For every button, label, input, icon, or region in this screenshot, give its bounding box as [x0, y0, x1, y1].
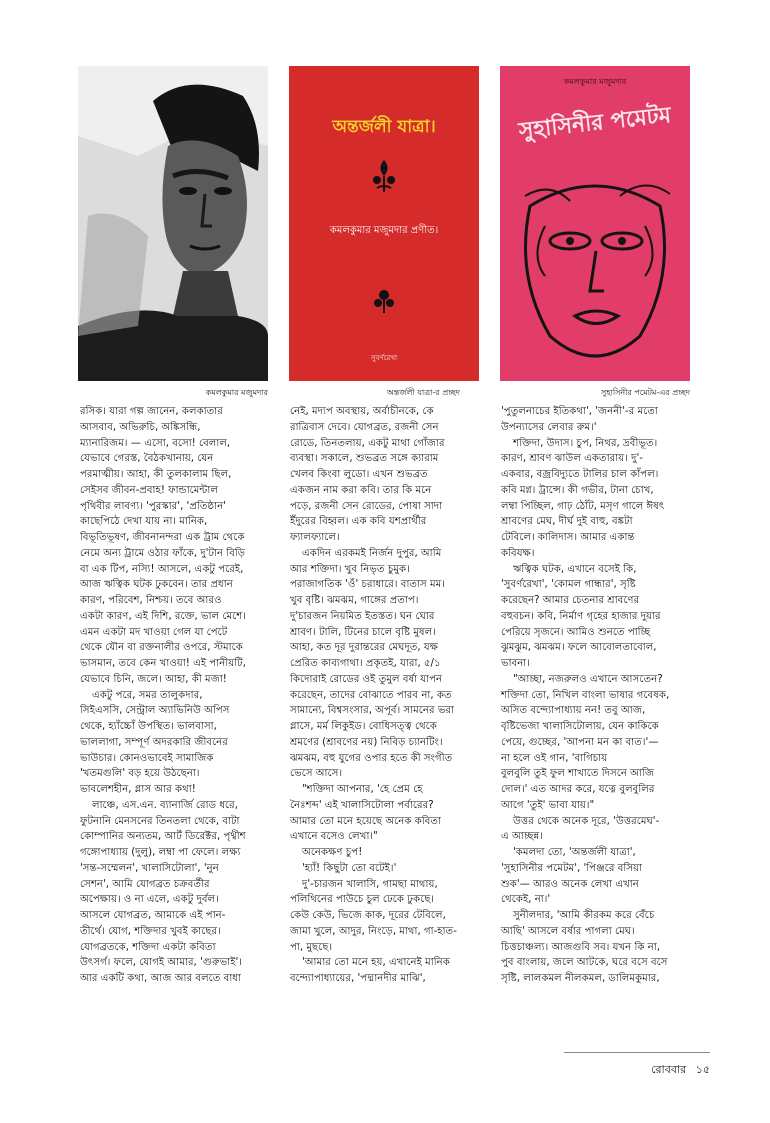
text-line: কেউ কেউ, ভিজে কাক, দূরের টেবিলে, [290, 910, 446, 921]
text-line: 'হ্যাঁ! কিছুটা তো বটেই।' [302, 862, 397, 874]
cover-title: সুহাসিনীর পমেটম [517, 103, 673, 144]
text-line: 'কমলদা তো, 'অন্তর্জলী যাত্রা', [513, 847, 636, 858]
cover-title: অন্তর্জলী যাত্রা। [332, 117, 436, 137]
text-line: দু'চারজন নিয়মিত ইতস্তত। ঘন ঘোর [290, 610, 435, 622]
text-line: আসলে যোগব্রত, আমাকে এই পান- [80, 910, 226, 921]
text-line: 'আমার তো মনে হয়, এখানেই মানিক [302, 957, 450, 969]
text-line: কারণ, পরিবেশ, নিশ্চয়। তবে আরও [80, 595, 222, 606]
text-line: শক্তিদা তো, নিখিল বাংলা ভাষার গবেষক, [501, 689, 670, 701]
footer-rule [564, 1052, 710, 1053]
cover-publisher: সুবর্ণরেখা [370, 354, 398, 362]
text-line: বুলবুলি তুই ফুল শাখাতে দিসনে আজি [501, 768, 655, 780]
figure-caption-suhasini: সুহাসিনীর পমেটম-এর প্রচ্ছদ [601, 388, 690, 397]
portrait-photo [78, 66, 268, 381]
text-line: লম্বা পিচ্ছিল, গাঢ় ঠোঁট, মসৃণ গালে ঈষৎ [501, 500, 665, 512]
text-line: গঙ্গোপাধ্যায় (দুলু), লম্বা পা ফেলে। লক্ষ্য [80, 847, 241, 858]
text-line: খুব বৃষ্টি। ঝমঝম, গাঙ্গের প্রতাপ। [290, 595, 419, 606]
text-line: অপেক্ষায়। ও না এলে, একটু দুর্বল। [80, 894, 219, 906]
text-line: সুনীলদার, 'আমি কীরকম করে বেঁচে [513, 910, 655, 921]
text-line: ভেসে আসে। [290, 768, 343, 780]
text-line: শুক'— আরও অনেক লেখা এখান [501, 878, 639, 890]
text-line: পলিথিনের পাউচে চুল ঢেকে ঢুকছে। [290, 894, 435, 906]
text-line: আমার তো মনে হয়েছে অনেক কবিতা [290, 815, 442, 827]
text-line: রাত্রিবাস দেবে। যোগব্রত, রজনী সেন [290, 421, 439, 433]
text-line: থেকে যৌন বা রক্তনালীর ওপরে, স্টমাকে [80, 642, 243, 654]
text-line: তীর্থে। যোগ, শক্তিদার খুবই কাছের। [80, 925, 221, 937]
text-line: শক্তিদা, উদাস। চুপ, নিথর, দ্রবীভূত। [513, 437, 658, 449]
text-line: পড়ে, রজনী সেন রোডের, পোষা সাদা [290, 500, 443, 512]
text-line: বৃষ্টিভেজা খালাসিটোলায়, যেন কাকিকে [501, 721, 659, 732]
figure-caption-portrait: কমলকুমার মজুমদার [205, 388, 268, 397]
text-line: ম্যানারিজম। — এসো, বসো! বেলাল, [80, 437, 231, 449]
text-line: পা, মুছছে। [290, 941, 333, 953]
text-line: ভাবলেশহীন, গ্লাস আর কথা! [80, 784, 196, 795]
text-line: কবিযক্ষ। [501, 547, 535, 559]
flower-ornament-icon [373, 288, 395, 314]
text-line: শ্রাবণ। টালি, টিনের চালে বৃষ্টি মুষল। [290, 626, 436, 638]
text-line: ফ্যালফ্যালে। [290, 532, 340, 543]
text-line: "আচ্ছা, নজরুলও এখানে আসতেন? [513, 673, 663, 685]
text-line: অসিত বন্দ্যোপাধ্যায় নন! তবু আজ, [501, 705, 646, 717]
text-line: একটু পরে, সমর তালুকদার, [92, 689, 203, 701]
text-line: উত্তর থেকে অনেক দূরে, 'উত্তরমেঘ'- [513, 815, 660, 827]
text-line: একজন নাম করা কবি। তার কি মনে [290, 484, 432, 496]
text-line: খেলব কিংবা লুডো। এখন শুভব্রত [290, 469, 428, 480]
text-line: বা এক টিপ, নস্যি! আসলে, একটু পরেই, [80, 563, 244, 575]
text-line: প্রেরিত কাব্যগাথা। প্রকৃতই, যারা, ৫/১ [290, 658, 441, 669]
text-line: 'পুতুলনাচের ইতিকথা', 'জননী'-র মতো [501, 406, 658, 417]
text-line: একদিন এরকমই নির্জন দুপুর, আমি [302, 547, 442, 559]
text-line: পৃথিবীর লাবণ্য। 'পুরস্কার', 'প্রতিষ্ঠান' [80, 500, 226, 512]
face-sketch-illustration [510, 166, 680, 371]
text-column-2 [290, 404, 495, 987]
text-line: দু'-চারজন খালাসি, গামছা মাথায়, [302, 878, 438, 890]
text-line: চিত্তচাঞ্চল্য। আজগুবি সব। যখন কি না, [501, 941, 661, 953]
text-line: গ্লাসে, মর্ম লিকুইড। বোধিসত্ত্ব থেকে [290, 721, 437, 732]
text-column-1 [80, 404, 285, 987]
figure-caption-antarjali: অন্তর্জলী যাত্রা-র প্রচ্ছদ [386, 388, 460, 397]
cover-author: কমলকুমার মজুমদার প্রণীত। [329, 225, 439, 236]
text-line: 'খতমগুলি' বড় হয়ে উঠছেনা। [80, 768, 200, 780]
text-line: অনেকক্ষণ চুপ! [302, 847, 363, 858]
text-line: ঝমঝম, বহু যুগের ওপার হতে কী সংগীত [290, 752, 453, 764]
text-line: লাঞ্চে, এস.এন. ব্যানার্জি রোড ধরে, [92, 799, 238, 811]
text-line: করেছেন, তাদের বোঝাতে পারব না, কত [290, 689, 452, 701]
text-line: পরাজাগতিক 'ওঁ' চরাধারে। বাতাস মম। [290, 579, 445, 591]
page-folio [651, 1061, 710, 1080]
book-cover-antarjali [289, 66, 479, 381]
text-line: কাছেপিঠে দেখা যায় না। মানিক, [80, 516, 208, 528]
text-line: ফুটনানি মেনসনের তিনতলা থেকে, বাটা [80, 815, 240, 827]
text-line: বহুবচন। কবি, নির্মাণ গৃহের হাজার দুয়ার [501, 610, 661, 622]
text-line: উপন্যাসের লেবার রুম।' [501, 421, 597, 433]
text-line: উৎসর্গ। ফলে, যোগই আমার, 'গুরুভাই'। [80, 957, 242, 969]
text-line: বিভূতিভূষণ, জীবনানন্দরা এক ট্রাম থেকে [80, 532, 245, 543]
text-line: নৈঃশব্দ' এই খালাসিটোলা পর্বারের? [290, 799, 434, 811]
text-line: ঋত্বিক ঘটক, এখানে বসেই কি, [513, 563, 637, 575]
text-line: "শক্তিদা আপনার, 'হে প্রেম হে [302, 784, 423, 795]
text-line: জামা খুলে, আদুর, নিংড়ে, মাথা, গা-হাত- [290, 925, 457, 937]
text-line: না হলে ওই গান, 'বাগিচায় [501, 752, 608, 764]
text-line: ঝুমঝুম, ঝমঝম। ফলে আবোলতাবোল, [501, 642, 657, 654]
text-line: বন্দ্যোপাধ্যায়ের, 'পদ্মানদীর মাঝি', [290, 973, 426, 984]
text-line: থেকেই, না।' [501, 894, 551, 906]
text-line: নেই, মদ্যপ অবস্থায়, অর্বাচীনকে, কে [290, 406, 434, 417]
text-line: এ আচ্ছন্ন। [501, 831, 543, 843]
text-line: আর শক্তিদা। খুব নিভৃত চুমুক। [290, 563, 410, 575]
text-line: কারণ, শ্রাবণ ঝাউল একতারায়। দু'- [501, 453, 643, 465]
text-line: একবার, বজ্রবিদ্যুতে টালির চাল কাঁপল। [501, 469, 659, 480]
text-line: রোডে, তিনতলায়, একটু মাথা গোঁজার [290, 437, 445, 449]
text-line: কোম্পানির অন্যতম, আর্ট ডিরেক্টর, পৃথ্বীশ [80, 831, 246, 843]
text-line: ভাললাগা, সম্পূর্ণ অদরকারি জীবনের [80, 736, 228, 748]
text-column-3 [501, 404, 706, 987]
text-line: সিইএসসি, সেন্ট্রাল অ্যাভিনিউ অপিস [80, 705, 230, 717]
text-line: করেছেন? আমার চেতনার শ্রাবণের [501, 595, 640, 606]
text-line: আর একটি কথা, আজ আর বলতে বাধা [80, 973, 241, 984]
text-line: পরমাত্মীয়। আহা, কী তুলকালাম ছিল, [80, 469, 232, 480]
text-line: টেবিলে। কালিদাস। আমার একান্ত [501, 532, 635, 543]
text-line: 'সুহাসিনীর পমেটম', 'পিঞ্জরে বসিয়া [501, 862, 643, 874]
text-line: কবি মগ্ন। ট্রান্সে। কী গভীর, টানা চোখ, [501, 484, 654, 496]
portrait-illustration [78, 66, 268, 381]
text-line: সেশন', আমি যোগব্রত চক্রবর্তীর [80, 878, 210, 890]
text-line: সেইসব জীবন-প্রবাহ! ফান্ডামেন্টাল [80, 484, 218, 496]
text-line: এখানে বসেও লেখা।" [290, 831, 378, 843]
text-line: ইঁদুরের বিহ্বল। এক কবি যশপ্রার্থীর [290, 516, 427, 528]
text-line: আছি' আসলে বর্ষার পাগলা মেঘ। [501, 925, 635, 937]
text-line: যেভাবে গেরস্ত, বৈঠকখানায়, যেন [80, 453, 214, 465]
text-line: রসিক। যারা গল্প জানেন, কলকাতার [80, 406, 223, 417]
text-line: ভাউচার। কোনওভাবেই সামাজিক [80, 752, 214, 764]
cover-author-top: কমলকুমার মজুমদার [563, 77, 627, 86]
text-line: আসবাব, অভিরুচি, অঙ্কিসন্ধি, [80, 421, 201, 433]
text-line: 'সুবর্ণরেখা', 'কোমল গান্ধার', সৃষ্টি [501, 579, 636, 591]
text-line: আহা, কত দূর দুরান্তরের মেঘদূত, যক্ষ [290, 642, 439, 654]
text-line: শ্রমণের (শ্রাবণের নয়) নিবিড় চ্যানটিং। [290, 736, 443, 748]
text-line: নেমে অন্য ট্রামে ওঠার ফাঁকে, দু'টান বিড়ি [80, 547, 246, 559]
text-line: ভাসমান, তবে কেন খাওয়া! এই পানীয়টি, [80, 658, 246, 669]
text-line: ব্যবস্থা। সকালে, শুভব্রত সঙ্গে ক্যারাম [290, 453, 439, 465]
text-line: পেয়ে, গুচ্ছের, 'আপনা মন কা বাত।'— [501, 736, 659, 748]
text-line: থেকে, হ্যাঁচ্চোঁ উপস্থিত। ভালবাসা, [80, 721, 217, 732]
text-line: শ্রাবণের মেঘ, দীর্ঘ দুই বাহু, বঙ্কটা [501, 516, 633, 528]
text-line: ভাবনা। [501, 658, 530, 669]
text-line: যেভাবে চিনি, জলে। আহা, কী মজা! [80, 673, 227, 685]
text-line: এমন একটা মদ খাওয়া গেল যা পেটে [80, 626, 228, 638]
text-line: কিদোরাই রোডের ওই তুমুল বর্ষা যাপন [290, 673, 443, 685]
text-line: 'সন্ত-সম্মেলন', খালাসিটোলা', 'নুন [80, 862, 219, 874]
ornament-icon [371, 158, 397, 194]
magazine-name: রোববার [651, 1063, 687, 1076]
text-line: আগে 'তুই' ভাবা যায়।" [501, 799, 595, 811]
text-line: আজ ঋত্বিক ঘটক ঢুকবেন। তার প্রধান [80, 579, 233, 591]
text-line: সামান্যে, বিশ্বসংসার, অপূর্ব। সামনের ভরা [290, 705, 454, 717]
text-line: যোগব্রতকে, শক্তিদা একটা কবিতা [80, 941, 216, 953]
text-line: দোল।' এত আদর করে, যত্নে বুলবুলির [501, 784, 655, 795]
text-line: সৃষ্টি, লালকমল নীলকমল, ডালিমকুমার, [501, 973, 660, 984]
text-line: পেরিয়ে সৃজনে। আমিও শুনতে পাচ্ছি [501, 626, 651, 638]
text-line: পুব বাংলায়, জলে আটকে, ঘরে বসে বসে [501, 957, 668, 969]
text-line: একটা কারণ, এই দিশি, রক্তে, ভাল মেশে। [80, 610, 246, 622]
book-cover-suhasini [500, 66, 690, 381]
page-number: ১৫ [695, 1063, 710, 1076]
